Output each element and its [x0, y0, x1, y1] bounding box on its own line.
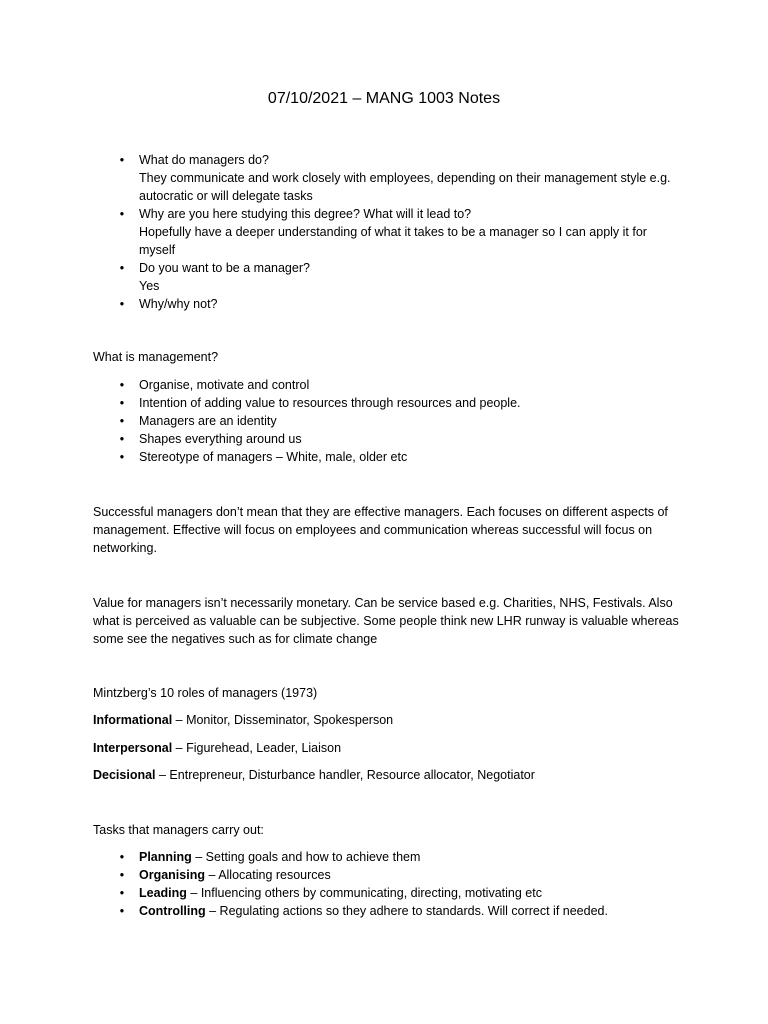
list-item — [93, 430, 683, 448]
task-desc: – Regulating actions so they adhere to standards. Will correct if needed. — [205, 904, 608, 918]
role-desc: – Figurehead, Leader, Liaison — [172, 741, 342, 755]
list-item — [93, 295, 683, 313]
tasks-list — [93, 848, 683, 920]
bullet-icon: • — [119, 886, 125, 900]
management-list — [93, 376, 683, 466]
bullet-icon: • — [119, 868, 125, 882]
task-desc: – Influencing others by communicating, directing, motivating etc — [186, 886, 542, 900]
value-paragraph — [93, 594, 683, 648]
list-item — [93, 848, 683, 866]
bullet-icon: • — [119, 414, 125, 428]
intro-questions-list — [93, 151, 683, 313]
paragraph-text: Successful managers don’t mean that they are effective managers. Each focuses on different aspects of management. Effective will focus on employees and communication whereas successful will focus on networking. — [93, 505, 668, 555]
role-name: Decisional — [93, 768, 156, 782]
task-name: Organising — [139, 868, 205, 882]
bullet-icon: • — [119, 432, 125, 446]
mintzberg-role-informational — [93, 711, 683, 729]
list-item-text: Managers are an identity — [139, 414, 277, 428]
bullet-icon: • — [119, 261, 125, 275]
role-desc: – Entrepreneur, Disturbance handler, Resource allocator, Negotiator — [155, 768, 535, 782]
question-text: What do managers do? — [139, 153, 269, 167]
list-item — [93, 394, 683, 412]
mintzberg-role-interpersonal — [93, 739, 683, 757]
list-item — [93, 412, 683, 430]
section-heading: Tasks that managers carry out: — [93, 823, 264, 837]
task-name: Leading — [139, 886, 187, 900]
task-desc: – Setting goals and how to achieve them — [191, 850, 421, 864]
question-text: Why are you here studying this degree? What will it lead to? — [139, 207, 472, 221]
question-text: Do you want to be a manager? — [139, 261, 310, 275]
list-item-text: Intention of adding value to resources through resources and people. — [139, 396, 521, 410]
section-heading: Mintzberg’s 10 roles of managers (1973) — [93, 686, 318, 700]
bullet-icon: • — [119, 850, 125, 864]
list-item-text: Shapes everything around us — [139, 432, 302, 446]
tasks-heading-block — [93, 821, 683, 839]
answer-text: Yes — [139, 279, 160, 293]
answer-text: Hopefully have a deeper understanding of what it takes to be a manager so I can apply it for myself — [139, 225, 647, 257]
list-item — [93, 448, 683, 466]
list-item-text: Stereotype of managers – White, male, older etc — [139, 450, 408, 464]
bullet-icon: • — [119, 297, 125, 311]
management-section — [93, 348, 683, 366]
successful-vs-effective-paragraph — [93, 503, 683, 557]
list-item — [93, 205, 683, 259]
paragraph-text: Value for managers isn’t necessarily monetary. Can be service based e.g. Charities, NHS, Festivals. Also what is perceived as valuable can be subjective. Some people think new LHR runway is valuable whereas some see the negatives such as for climate change — [93, 596, 679, 646]
list-item — [93, 376, 683, 394]
list-item — [93, 151, 683, 205]
list-item — [93, 884, 683, 902]
bullet-icon: • — [119, 450, 125, 464]
task-desc: – Allocating resources — [204, 868, 331, 882]
bullet-icon: • — [119, 396, 125, 410]
bullet-icon: • — [119, 153, 125, 167]
bullet-icon: • — [119, 904, 125, 918]
question-text: Why/why not? — [139, 297, 218, 311]
bullet-icon: • — [119, 378, 125, 392]
mintzberg-heading-block — [93, 684, 683, 702]
role-desc: – Monitor, Disseminator, Spokesperson — [172, 713, 394, 727]
mintzberg-role-decisional — [93, 766, 683, 784]
section-heading: What is management? — [93, 350, 219, 364]
answer-text: They communicate and work closely with employees, depending on their management style e.g. autocratic or will delegate tasks — [139, 171, 671, 203]
list-item — [93, 902, 683, 920]
role-name: Informational — [93, 713, 173, 727]
list-item — [93, 866, 683, 884]
task-name: Controlling — [139, 904, 206, 918]
list-item-text: Organise, motivate and control — [139, 378, 310, 392]
bullet-icon: • — [119, 207, 125, 221]
role-name: Interpersonal — [93, 741, 173, 755]
task-name: Planning — [139, 850, 192, 864]
page-title: 07/10/2021 – MANG 1003 Notes — [267, 90, 501, 107]
list-item — [93, 259, 683, 295]
